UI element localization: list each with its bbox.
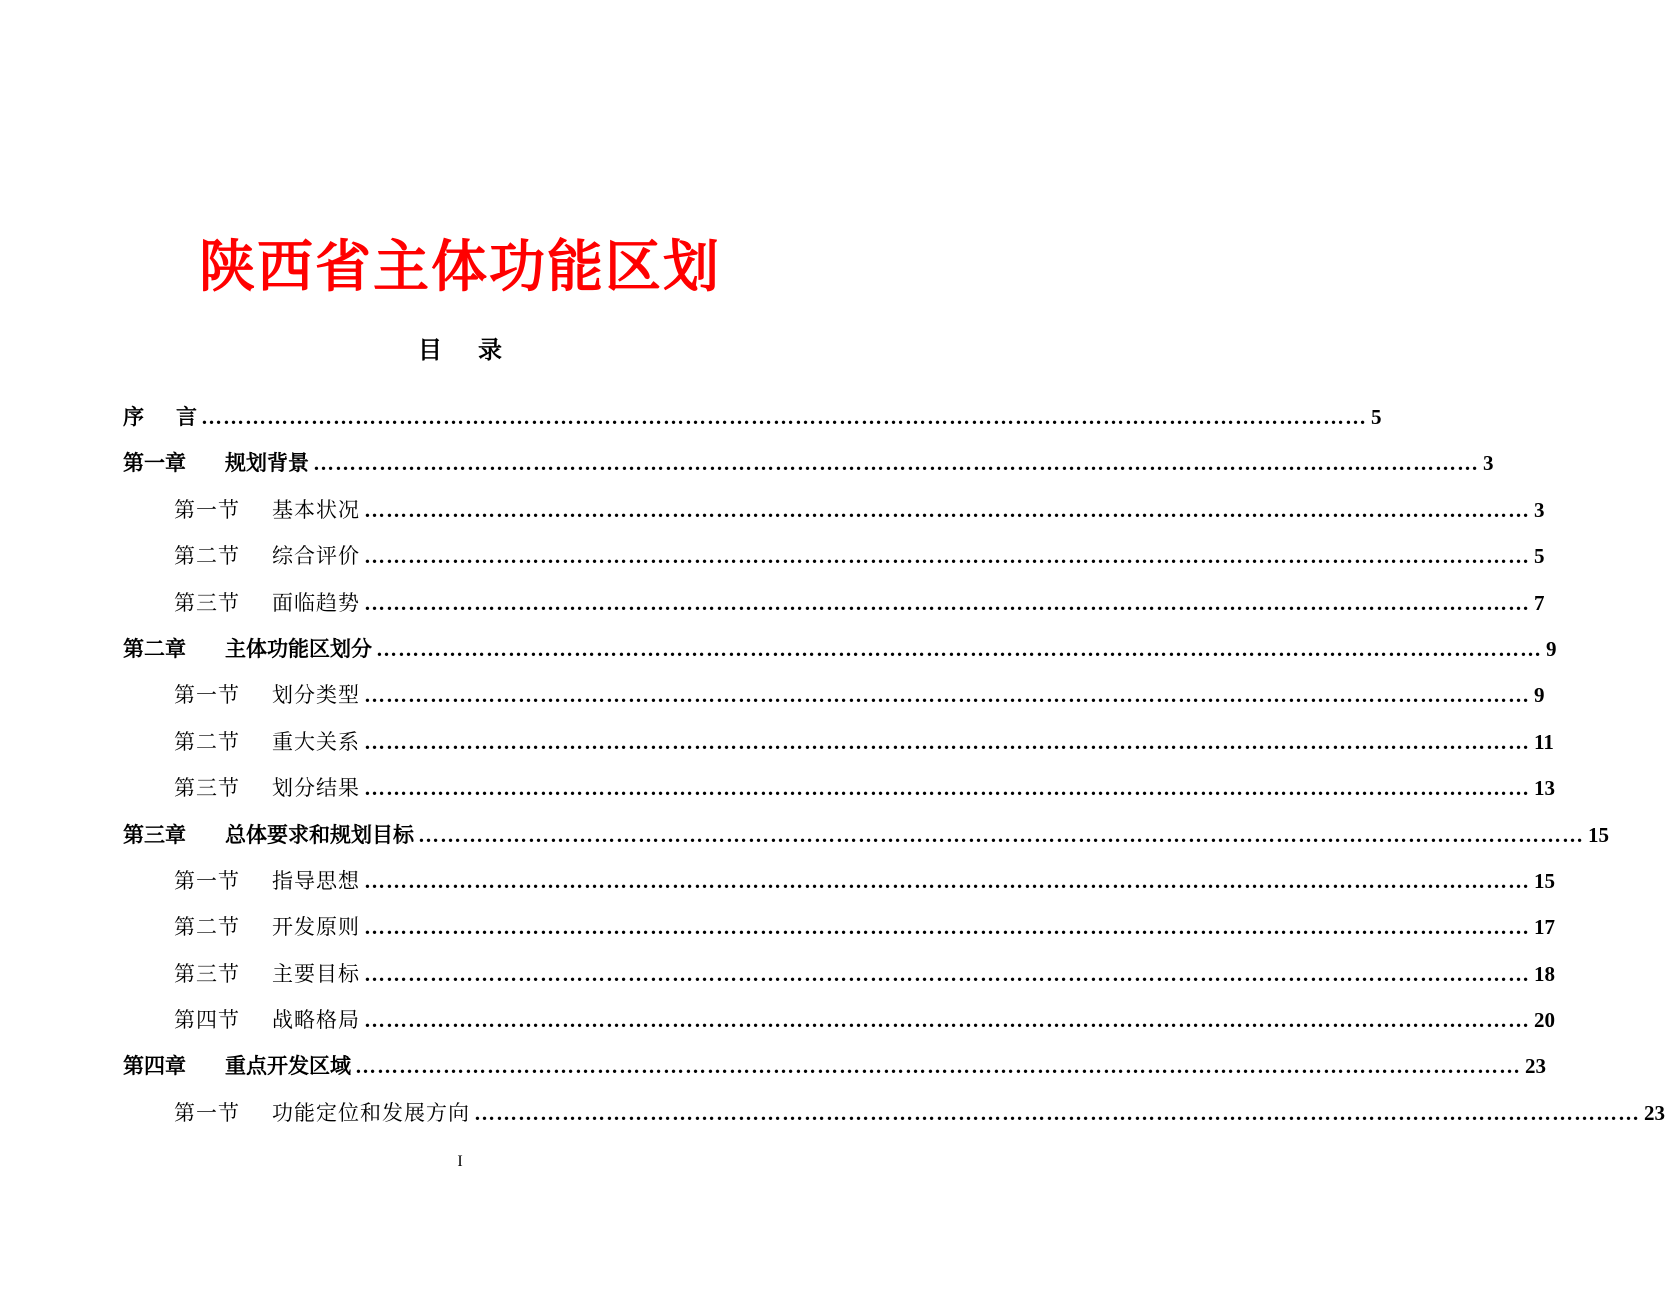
toc-entry-page: 9: [1534, 683, 1545, 708]
toc-entry-number: 第四章: [123, 1054, 186, 1079]
toc-entry-page: 9: [1546, 636, 1557, 661]
toc-entry-page: 20: [1534, 1008, 1555, 1033]
toc-entry[interactable]: [123, 487, 1545, 533]
toc-entry-number: 第二节: [174, 915, 240, 940]
toc-entry-page: 3: [1483, 451, 1494, 476]
toc-leader-dots: ……………………………………………………………………………………………………………………………………………: [418, 822, 1584, 847]
toc-leader-dots: ……………………………………………………………………………………………………………………………………………: [355, 1054, 1521, 1079]
toc-leader-dots: ……………………………………………………………………………………………………………………………………………: [364, 915, 1530, 940]
toc-entry[interactable]: [123, 672, 1545, 718]
toc-entry-title: 言: [176, 405, 197, 429]
toc-leader-dots: ……………………………………………………………………………………………………………………………………………: [364, 590, 1530, 615]
toc-entry[interactable]: [123, 440, 1494, 486]
toc-leader-dots: ……………………………………………………………………………………………………………………………………………: [364, 683, 1530, 708]
toc-entry[interactable]: [123, 626, 1557, 672]
toc-entry-number: 第四节: [174, 1008, 240, 1033]
toc-entry[interactable]: [123, 394, 1382, 440]
toc-leader-dots: ……………………………………………………………………………………………………………………………………………: [364, 497, 1530, 522]
toc-entry[interactable]: [123, 997, 1555, 1043]
toc-entry-number: 序: [123, 405, 144, 429]
toc-entry-page: 11: [1534, 729, 1554, 754]
toc-entry-number: 第二节: [174, 729, 240, 754]
toc-entry[interactable]: [123, 765, 1555, 811]
toc-entry-page: 5: [1534, 544, 1545, 569]
toc-entry-title: 划分类型: [272, 683, 360, 708]
toc-leader-dots: ……………………………………………………………………………………………………………………………………………: [364, 544, 1530, 569]
toc-entry[interactable]: [123, 533, 1545, 579]
toc-entry-page: 3: [1534, 497, 1545, 522]
toc-entry-number: 第三节: [174, 961, 240, 986]
toc-entry-title: 总体要求和规划目标: [225, 822, 414, 847]
toc-entry-page: 15: [1534, 868, 1555, 893]
toc-entry-title: 开发原则: [272, 915, 360, 940]
toc-leader-dots: ……………………………………………………………………………………………………………………………………………: [313, 451, 1479, 476]
toc-entry-number: 第三章: [123, 822, 186, 847]
toc-heading-char-2: 录: [478, 336, 502, 364]
toc-entry-page: 15: [1588, 822, 1609, 847]
toc-entry-title: 面临趋势: [272, 590, 360, 615]
toc-entry-title: 功能定位和发展方向: [272, 1100, 470, 1125]
toc-leader-dots: ……………………………………………………………………………………………………………………………………………: [474, 1100, 1640, 1125]
toc-entry-number: 第三节: [174, 590, 240, 615]
page-number-footer: I: [457, 1153, 463, 1170]
document-title: 陕西省主体功能区划: [199, 235, 721, 300]
toc-entry-title: 重大关系: [272, 729, 360, 754]
toc-entry[interactable]: [123, 812, 1609, 858]
toc-entry-title: 重点开发区域: [225, 1054, 351, 1079]
toc-entry-number: 第一节: [174, 683, 240, 708]
toc-entry-page: 23: [1525, 1054, 1546, 1079]
toc-entry-title: 划分结果: [272, 776, 360, 801]
toc-entry-number: 第一章: [123, 451, 186, 476]
toc-entry-page: 13: [1534, 776, 1555, 801]
toc-entry-number: 第一节: [174, 868, 240, 893]
toc-entry-page: 18: [1534, 961, 1555, 986]
toc-entry[interactable]: [123, 1090, 1665, 1136]
toc-entry-number: 第二节: [174, 544, 240, 569]
toc-entry-number: 第三节: [174, 776, 240, 801]
toc-entry-number: 第一节: [174, 497, 240, 522]
toc-entry[interactable]: [123, 719, 1554, 765]
toc-heading-char-1: 目: [418, 336, 442, 364]
toc-entry-page: 17: [1534, 915, 1555, 940]
toc-leader-dots: ……………………………………………………………………………………………………………………………………………: [364, 776, 1530, 801]
toc-entry-title: 战略格局: [272, 1008, 360, 1033]
toc-entry[interactable]: [123, 904, 1555, 950]
toc-entry-title: 综合评价: [272, 544, 360, 569]
toc-leader-dots: ……………………………………………………………………………………………………………………………………………: [364, 729, 1530, 754]
toc-entry-page: 5: [1371, 405, 1382, 429]
toc-entry-title: 主要目标: [272, 961, 360, 986]
toc-leader-dots: ……………………………………………………………………………………………………………………………………………: [364, 1008, 1530, 1033]
toc-leader-dots: ……………………………………………………………………………………………………………………………………………: [364, 868, 1530, 893]
toc-entry[interactable]: [123, 580, 1545, 626]
toc-entry-title: 规划背景: [225, 451, 309, 476]
toc-heading: [0, 330, 920, 370]
toc-entry-page: 7: [1534, 590, 1545, 615]
toc-entry[interactable]: [123, 1043, 1546, 1089]
toc-entry[interactable]: [123, 858, 1555, 904]
toc-entry-title: 基本状况: [272, 497, 360, 522]
toc-leader-dots: ……………………………………………………………………………………………………………………………………………: [201, 405, 1367, 429]
toc-entry-title: 主体功能区划分: [225, 636, 372, 661]
table-of-contents: [123, 394, 1665, 1136]
toc-entry-title: 指导思想: [272, 868, 360, 893]
toc-leader-dots: ……………………………………………………………………………………………………………………………………………: [364, 961, 1530, 986]
toc-leader-dots: ……………………………………………………………………………………………………………………………………………: [376, 636, 1542, 661]
toc-entry[interactable]: [123, 951, 1555, 997]
toc-entry-page: 23: [1644, 1100, 1665, 1125]
toc-entry-number: 第一节: [174, 1100, 240, 1125]
toc-entry-number: 第二章: [123, 636, 186, 661]
